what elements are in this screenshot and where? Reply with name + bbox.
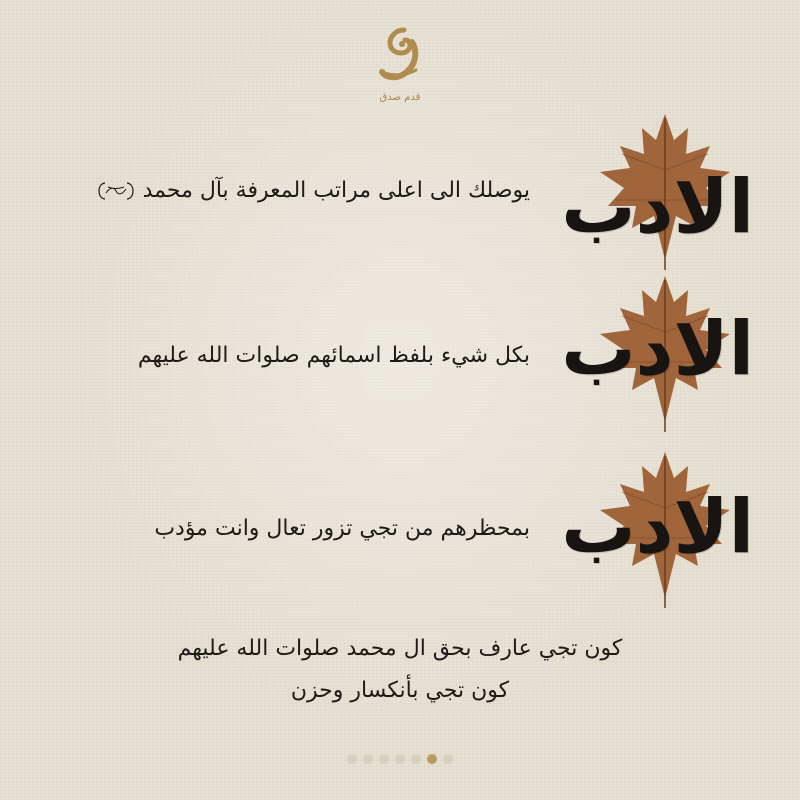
calligraphy-logo-icon	[360, 22, 440, 92]
item-3-text: بمحظرهم من تجي تزور تعال وانت مؤدب	[154, 516, 530, 541]
footer-line-2: كون تجي بأنكسار وحزن	[290, 678, 510, 703]
pagination-dot[interactable]	[395, 754, 405, 764]
item-2-title: الادب	[561, 306, 754, 392]
pagination-dot[interactable]	[347, 754, 357, 764]
brand-logo	[360, 22, 440, 108]
item-1-text	[92, 180, 530, 202]
pagination-dot[interactable]	[363, 754, 373, 764]
logo-caption: قدم صدق	[379, 92, 421, 103]
honorific-seal-icon	[96, 181, 136, 201]
item-1-title: الادب	[561, 164, 754, 250]
pagination-dots	[340, 754, 460, 768]
item-3-title: الادب	[561, 484, 754, 570]
item-1-text-label: يوصلك الى اعلى مراتب المعرفة بآل محمد	[142, 178, 530, 203]
pagination-dot[interactable]	[411, 754, 421, 764]
pagination-dot[interactable]	[443, 754, 453, 764]
pagination-dot[interactable]	[427, 754, 437, 764]
item-2-text: بكل شيء بلفظ اسمائهم صلوات الله عليهم	[137, 343, 530, 368]
footer-line-1: كون تجي عارف بحق ال محمد صلوات الله عليهم	[177, 636, 623, 661]
pagination-dot[interactable]	[379, 754, 389, 764]
